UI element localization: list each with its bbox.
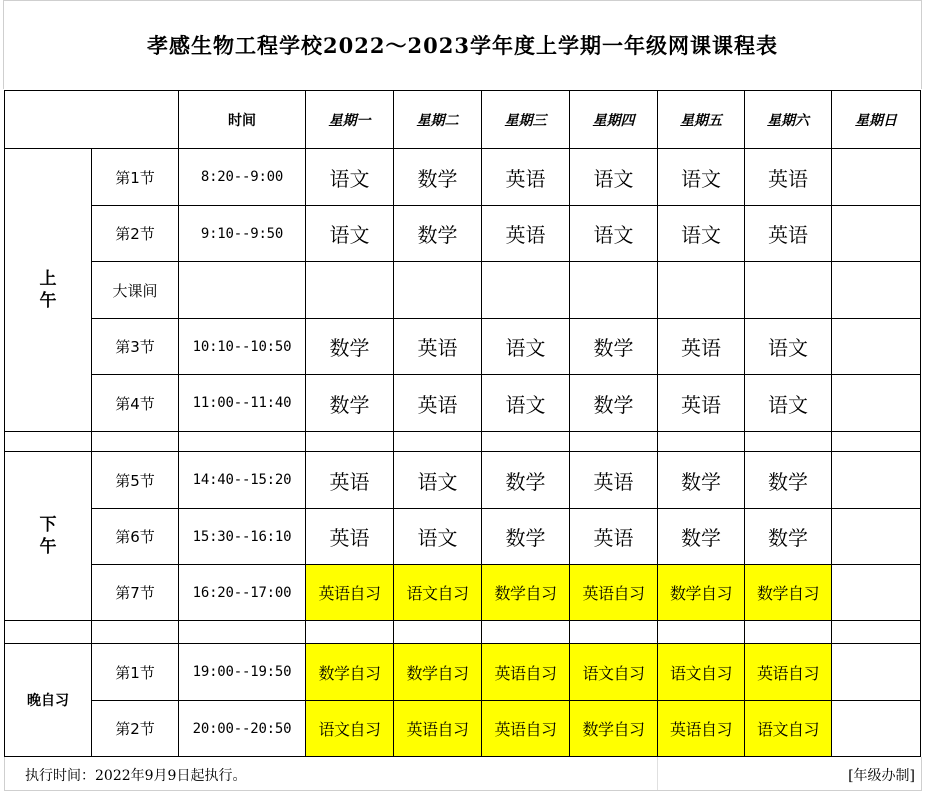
header-day-mon: 星期一: [306, 91, 394, 149]
spacer-cell: [570, 621, 658, 644]
subject-cell: 英语: [394, 375, 482, 432]
subject-cell: [832, 644, 921, 701]
self-study-cell: 英语自习: [306, 565, 394, 621]
table-row: [5, 701, 921, 757]
subject-cell: 数学: [306, 375, 394, 432]
time-cell: 19:00--19:50: [179, 644, 306, 701]
self-study-cell: 数学自习: [394, 644, 482, 701]
subject-cell: 英语: [745, 149, 832, 206]
subject-cell: [832, 149, 921, 206]
header-day-sat: 星期六: [745, 91, 832, 149]
self-study-cell: 数学自习: [306, 644, 394, 701]
spacer-cell: [179, 432, 306, 452]
subject-cell: [394, 262, 482, 319]
spacer-cell: [658, 621, 745, 644]
self-study-cell: 英语自习: [482, 701, 570, 757]
section-label-text: 下午: [39, 515, 57, 557]
spacer-cell: [482, 432, 570, 452]
time-cell: 16:20--17:00: [179, 565, 306, 621]
header-day-tue: 星期二: [394, 91, 482, 149]
subject-cell: 语文: [482, 375, 570, 432]
title-area: [3, 0, 922, 89]
subject-cell: [832, 509, 921, 565]
subject-cell: [832, 452, 921, 509]
subject-cell: 数学: [482, 509, 570, 565]
subject-cell: 语文: [482, 319, 570, 375]
time-cell: 20:00--20:50: [179, 701, 306, 757]
spacer-cell: [745, 621, 832, 644]
period-cell: 大课间: [92, 262, 179, 319]
table-row: [5, 149, 921, 206]
header-day-sun: 星期日: [832, 91, 921, 149]
section-evening-label: 晚自习: [5, 644, 92, 757]
table-row: [5, 262, 921, 319]
subject-cell: [570, 262, 658, 319]
table-row: [5, 565, 921, 621]
subject-cell: 英语: [482, 206, 570, 262]
time-cell: 14:40--15:20: [179, 452, 306, 509]
self-study-cell: 语文自习: [658, 644, 745, 701]
spacer-cell: [832, 432, 921, 452]
subject-cell: 数学: [306, 319, 394, 375]
time-cell: 11:00--11:40: [179, 375, 306, 432]
spacer-cell: [5, 621, 92, 644]
subject-cell: 数学: [570, 375, 658, 432]
spacer-cell: [658, 432, 745, 452]
page-title: 孝感生物工程学校2022～2023学年度上学期一年级网课课程表: [147, 33, 778, 58]
subject-cell: [745, 262, 832, 319]
subject-cell: 英语: [306, 509, 394, 565]
self-study-cell: 语文自习: [745, 701, 832, 757]
subject-cell: [832, 701, 921, 757]
subject-cell: 英语: [658, 375, 745, 432]
subject-cell: 语文: [570, 149, 658, 206]
schedule-table: [4, 90, 921, 757]
table-row: [5, 206, 921, 262]
subject-cell: [832, 375, 921, 432]
header-day-wed: 星期三: [482, 91, 570, 149]
header-day-fri: 星期五: [658, 91, 745, 149]
self-study-cell: 英语自习: [570, 565, 658, 621]
subject-cell: 数学: [570, 319, 658, 375]
subject-cell: [658, 262, 745, 319]
subject-cell: 语文: [306, 206, 394, 262]
subject-cell: 语文: [394, 509, 482, 565]
spacer-cell: [92, 432, 179, 452]
header-row: [5, 91, 921, 149]
subject-cell: 语文: [306, 149, 394, 206]
period-cell: 第5节: [92, 452, 179, 509]
subject-cell: 数学: [745, 509, 832, 565]
subject-cell: [482, 262, 570, 319]
self-study-cell: 数学自习: [570, 701, 658, 757]
table-row: [5, 319, 921, 375]
spacer-cell: [306, 621, 394, 644]
subject-cell: 英语: [745, 206, 832, 262]
self-study-cell: 语文自习: [306, 701, 394, 757]
time-cell: 8:20--9:00: [179, 149, 306, 206]
subject-cell: 英语: [394, 319, 482, 375]
subject-cell: [832, 565, 921, 621]
spacer-cell: [306, 432, 394, 452]
execution-note: 执行时间：2022年9月9日起执行。: [25, 768, 247, 784]
time-cell: 10:10--10:50: [179, 319, 306, 375]
spacer-row: [5, 432, 921, 452]
subject-cell: 英语: [570, 509, 658, 565]
spacer-cell: [394, 621, 482, 644]
spacer-cell: [92, 621, 179, 644]
section-label-text: 上午: [39, 269, 57, 311]
subject-cell: [306, 262, 394, 319]
table-row: [5, 644, 921, 701]
subject-cell: 语文: [658, 149, 745, 206]
subject-cell: 数学: [658, 452, 745, 509]
spacer-cell: [570, 432, 658, 452]
spacer-cell: [5, 432, 92, 452]
period-cell: 第1节: [92, 644, 179, 701]
period-cell: 第4节: [92, 375, 179, 432]
period-cell: 第1节: [92, 149, 179, 206]
subject-cell: 语文: [745, 319, 832, 375]
spacer-cell: [482, 621, 570, 644]
subject-cell: [832, 262, 921, 319]
subject-cell: [832, 319, 921, 375]
table-row: [5, 452, 921, 509]
spacer-row: [5, 621, 921, 644]
subject-cell: 数学: [658, 509, 745, 565]
period-cell: 第2节: [92, 206, 179, 262]
self-study-cell: 语文自习: [570, 644, 658, 701]
subject-cell: 语文: [570, 206, 658, 262]
footer: [4, 757, 922, 791]
self-study-cell: 数学自习: [482, 565, 570, 621]
period-cell: 第3节: [92, 319, 179, 375]
footer-divider: [657, 757, 658, 790]
subject-cell: 语文: [745, 375, 832, 432]
self-study-cell: 英语自习: [658, 701, 745, 757]
self-study-cell: 数学自习: [745, 565, 832, 621]
self-study-cell: 语文自习: [394, 565, 482, 621]
period-cell: 第7节: [92, 565, 179, 621]
header-corner-cell: [5, 91, 179, 149]
spacer-cell: [394, 432, 482, 452]
self-study-cell: 数学自习: [658, 565, 745, 621]
subject-cell: 英语: [482, 149, 570, 206]
signature: [年级办制]: [848, 768, 915, 784]
spacer-cell: [179, 621, 306, 644]
table-row: [5, 375, 921, 432]
table-row: [5, 509, 921, 565]
self-study-cell: 英语自习: [482, 644, 570, 701]
subject-cell: 英语: [306, 452, 394, 509]
period-cell: 第2节: [92, 701, 179, 757]
section-morning-label: [5, 149, 92, 432]
subject-cell: 英语: [658, 319, 745, 375]
period-cell: 第6节: [92, 509, 179, 565]
subject-cell: 语文: [394, 452, 482, 509]
self-study-cell: 英语自习: [394, 701, 482, 757]
spacer-cell: [745, 432, 832, 452]
subject-cell: 数学: [482, 452, 570, 509]
subject-cell: 数学: [394, 149, 482, 206]
subject-cell: [832, 206, 921, 262]
header-time: 时间: [179, 91, 306, 149]
time-cell: 9:10--9:50: [179, 206, 306, 262]
subject-cell: 数学: [394, 206, 482, 262]
spacer-cell: [832, 621, 921, 644]
time-cell: [179, 262, 306, 319]
self-study-cell: 英语自习: [745, 644, 832, 701]
section-afternoon-label: [5, 452, 92, 621]
time-cell: 15:30--16:10: [179, 509, 306, 565]
subject-cell: 数学: [745, 452, 832, 509]
header-day-thu: 星期四: [570, 91, 658, 149]
subject-cell: 语文: [658, 206, 745, 262]
subject-cell: 英语: [570, 452, 658, 509]
